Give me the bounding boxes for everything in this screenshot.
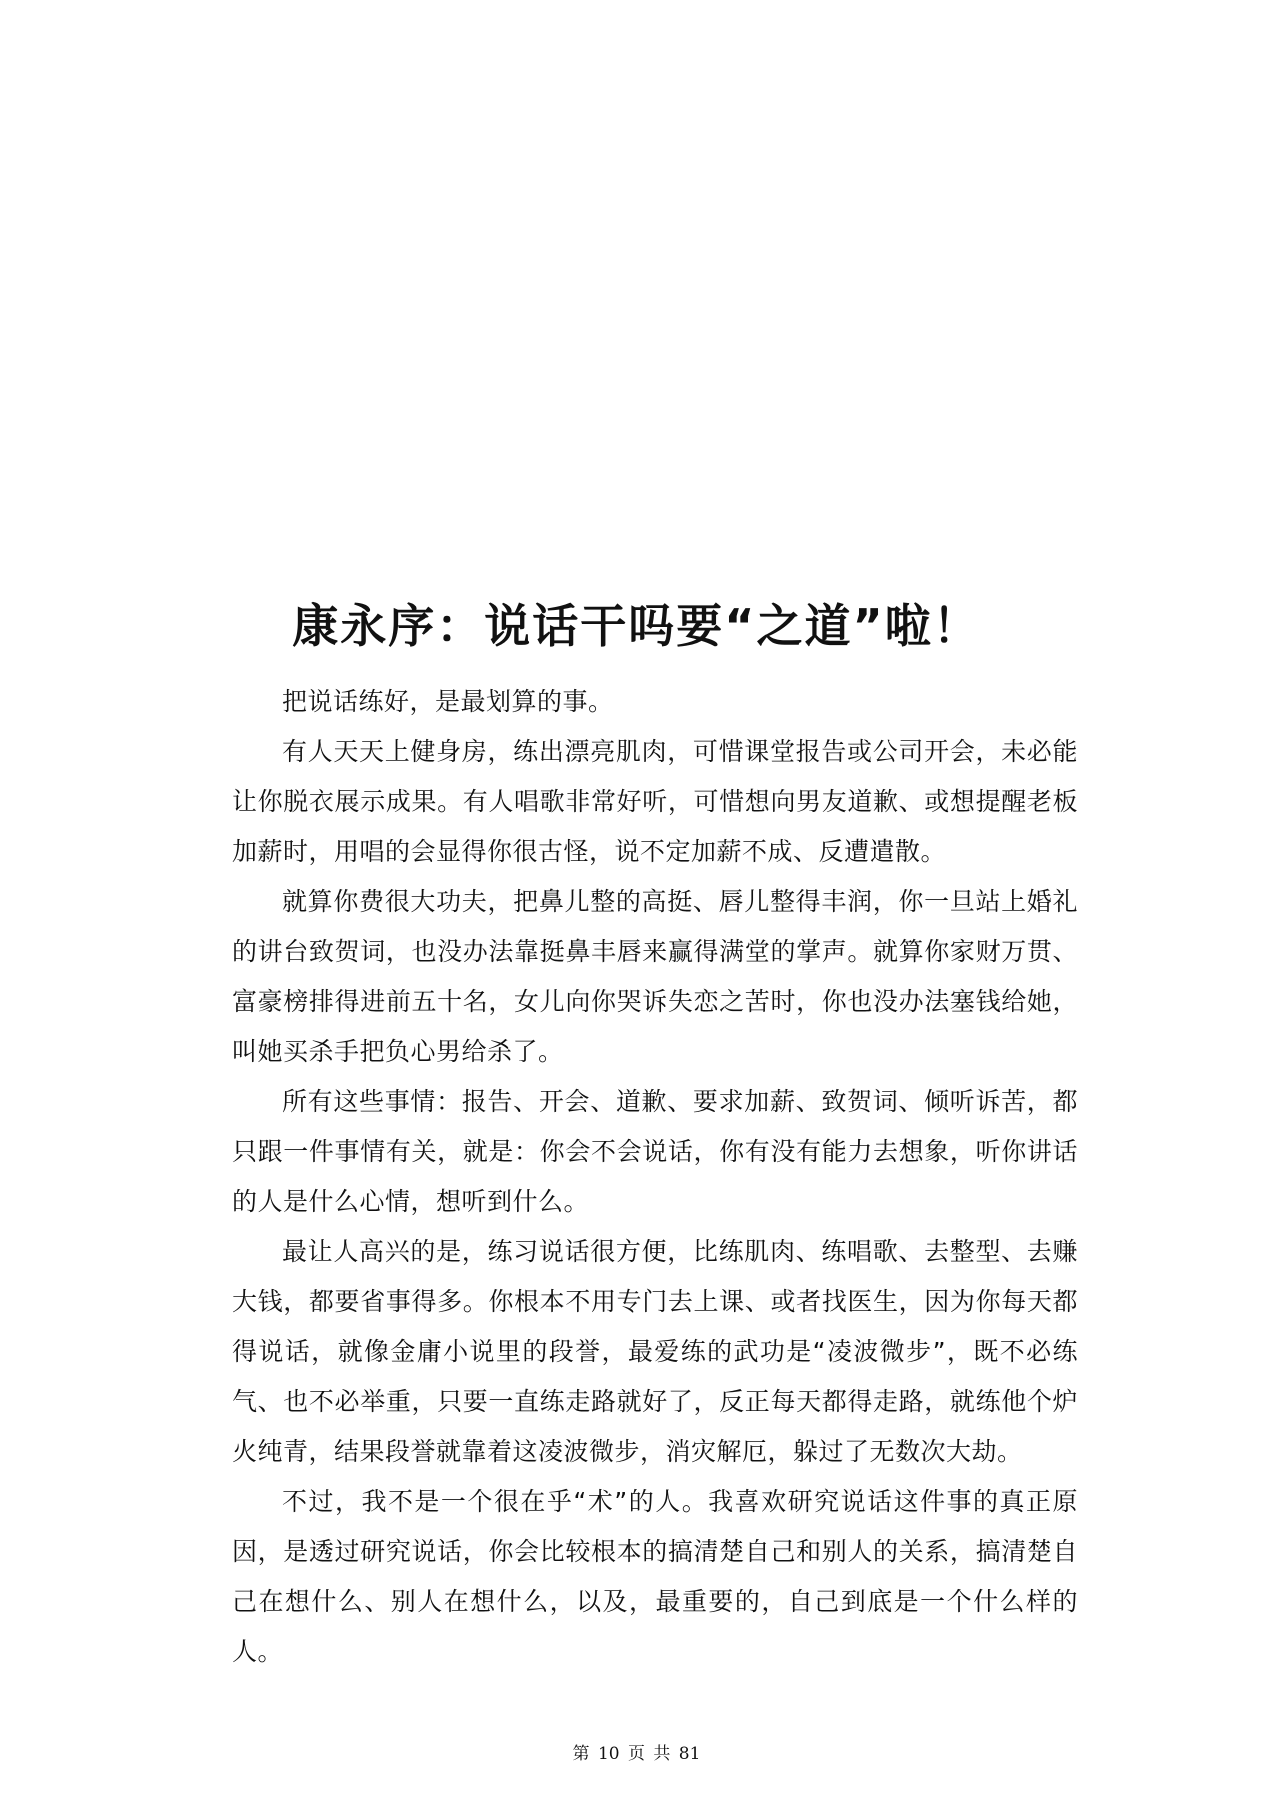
paragraph: 最让人高兴的是，练习说话很方便，比练肌肉、练唱歌、去整型、去赚大钱，都要省事得多。你根本不用专门去上课、或者找医生，因为你每天都得说话，就像金庸小说里的段誉，最爱练的武功是“凌波微步”，既不必练气、也不必举重，只要一直练走路就好了，反正每天都得走路，就练他个炉火纯青，结果段誉就靠着这凌波微步，消灾解厄，躲过了无数次大劫。 bbox=[232, 1237, 1078, 1466]
page-title: 康永序：说话干吗要“之道”啦！ bbox=[292, 598, 981, 653]
article-body bbox=[232, 677, 1078, 1677]
page-number-footer: 第 10 页 共 81 bbox=[572, 1744, 701, 1764]
paragraph: 有人天天上健身房，练出漂亮肌肉，可惜课堂报告或公司开会，未必能让你脱衣展示成果。有人唱歌非常好听，可惜想向男友道歉、或想提醒老板加薪时，用唱的会显得你很古怪，说不定加薪不成、反遭遣散。 bbox=[232, 737, 1078, 866]
paragraph: 把说话练好，是最划算的事。 bbox=[282, 687, 614, 716]
paragraph: 所有这些事情：报告、开会、道歉、要求加薪、致贺词、倾听诉苦，都只跟一件事情有关，就是：你会不会说话，你有没有能力去想象，听你讲话的人是什么心情，想听到什么。 bbox=[232, 1087, 1078, 1216]
paragraph: 不过，我不是一个很在乎“术”的人。我喜欢研究说话这件事的真正原因，是透过研究说话，你会比较根本的搞清楚自己和别人的关系，搞清楚自己在想什么、别人在想什么，以及，最重要的，自己到底是一个什么样的人。 bbox=[232, 1487, 1078, 1666]
paragraph: 就算你费很大功夫，把鼻儿整的高挺、唇儿整得丰润，你一旦站上婚礼的讲台致贺词，也没办法靠挺鼻丰唇来赢得满堂的掌声。就算你家财万贯、富豪榜排得进前五十名，女儿向你哭诉失恋之苦时，你也没办法塞钱给她，叫她买杀手把负心男给杀了。 bbox=[232, 887, 1078, 1066]
